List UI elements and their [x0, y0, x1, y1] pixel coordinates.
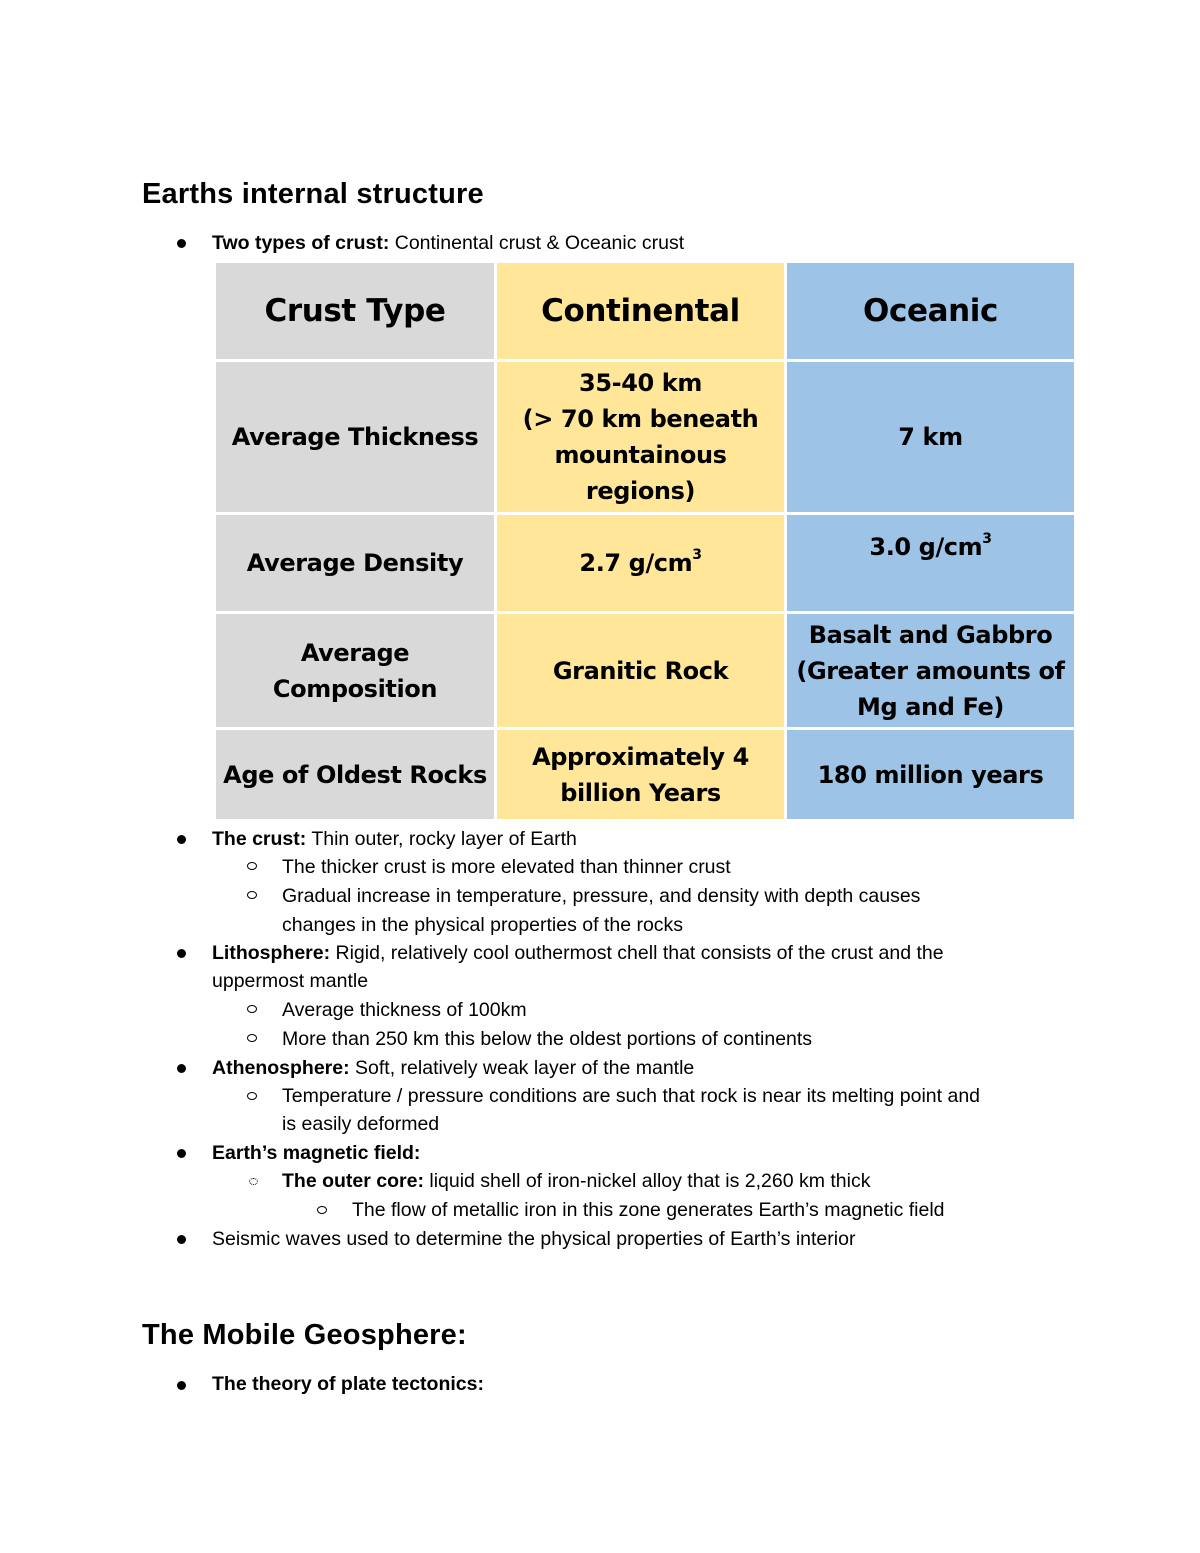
row-label: Age of Oldest Rocks [215, 729, 496, 821]
continental-age: Approximately 4 billion Years [496, 729, 786, 821]
row-label: Average Composition [215, 613, 496, 729]
bullet-icon [177, 1149, 186, 1158]
sub-bullet-item: Average thickness of 100km [282, 999, 527, 1021]
sub-bullet-outer-core [282, 1167, 870, 1195]
bullet-plate-tectonics [212, 1370, 484, 1398]
bullet-label: Lithosphere: [212, 942, 331, 964]
table-row [215, 361, 1076, 514]
sub-bullet-item: The thicker crust is more elevated than thinner crust [282, 856, 731, 878]
sub-bullet-item: Gradual increase in temperature, pressure, and density with depth causes [282, 885, 921, 907]
sub-bullet-icon [249, 1178, 258, 1185]
bullet-two-types-of-crust [212, 229, 684, 257]
oceanic-thickness: 7 km [786, 361, 1076, 514]
sub-bullet-item: More than 250 km this below the oldest portions of continents [282, 1028, 813, 1050]
bullet-lithosphere [212, 939, 944, 967]
continental-thickness: 35-40 km (> 70 km beneath mountainous regions) [496, 361, 786, 514]
sub-bullet-label: The outer core: [282, 1170, 424, 1192]
bullet-icon [177, 949, 186, 958]
sub-bullet-text: liquid shell of iron-nickel alloy that is 2,260 km thick [423, 1170, 871, 1192]
sub-bullet-icon [247, 1092, 257, 1100]
oceanic-age: 180 million years [786, 729, 1076, 821]
sub-bullet-icon [247, 1005, 257, 1013]
bullet-icon [177, 1381, 186, 1390]
sub-sub-bullet-icon [317, 1206, 327, 1214]
bullet-icon [177, 239, 186, 248]
sub-bullet-item-continued: changes in the physical properties of the rocks [282, 914, 684, 936]
oceanic-density [786, 514, 1076, 613]
section-heading-earths-internal-structure: Earths internal structure [142, 178, 484, 210]
bullet-label: Two types of crust: [212, 232, 390, 254]
sub-bullet-icon [247, 891, 257, 899]
density-exponent: 3 [982, 531, 992, 547]
continental-density [496, 514, 786, 613]
bullet-label: Athenosphere: [212, 1057, 350, 1079]
table-header-row [215, 262, 1076, 361]
bullet-text: Rigid, relatively cool outhermost chell that consists of the crust and the [330, 942, 944, 964]
sub-bullet-item: Temperature / pressure conditions are such that rock is near its melting point and [282, 1085, 981, 1107]
sub-bullet-icon [247, 1034, 257, 1042]
bullet-text: Continental crust & Oceanic crust [389, 232, 685, 254]
density-value: 2.7 g/cm [579, 549, 693, 577]
bullet-text-continued: uppermost mantle [212, 970, 369, 992]
bullet-seismic-waves: Seismic waves used to determine the physical properties of Earth’s interior [212, 1228, 856, 1250]
header-crust-type: Crust Type [215, 262, 496, 361]
row-label: Average Thickness [215, 361, 496, 514]
continental-composition: Granitic Rock [496, 613, 786, 729]
bullet-athenosphere [212, 1054, 694, 1082]
bullet-the-crust [212, 825, 577, 853]
table-row [215, 729, 1076, 821]
sub-sub-bullet-item: The flow of metallic iron in this zone generates Earth’s magnetic field [352, 1199, 945, 1221]
bullet-icon [177, 1064, 186, 1073]
bullet-text: Thin outer, rocky layer of Earth [306, 828, 577, 850]
bullet-label: The crust: [212, 828, 307, 850]
crust-comparison-table [213, 260, 1077, 822]
bullet-icon [177, 835, 186, 844]
header-continental: Continental [496, 262, 786, 361]
section-heading-mobile-geosphere: The Mobile Geosphere: [142, 1319, 467, 1351]
density-exponent: 3 [692, 547, 702, 563]
bullet-text: Soft, relatively weak layer of the mantle [349, 1057, 695, 1079]
table-row [215, 613, 1076, 729]
sub-bullet-item-continued: is easily deformed [282, 1113, 440, 1135]
bullet-icon [177, 1235, 186, 1244]
bullet-magnetic-field [212, 1139, 420, 1167]
row-label: Average Density [215, 514, 496, 613]
header-oceanic: Oceanic [786, 262, 1076, 361]
bullet-label: The theory of plate tectonics: [212, 1373, 484, 1395]
oceanic-composition: Basalt and Gabbro (Greater amounts of Mg and Fe) [786, 613, 1076, 729]
density-value: 3.0 g/cm [869, 533, 983, 561]
sub-bullet-icon [247, 862, 257, 870]
table-row [215, 514, 1076, 613]
bullet-label: Earth’s magnetic field: [212, 1142, 421, 1164]
